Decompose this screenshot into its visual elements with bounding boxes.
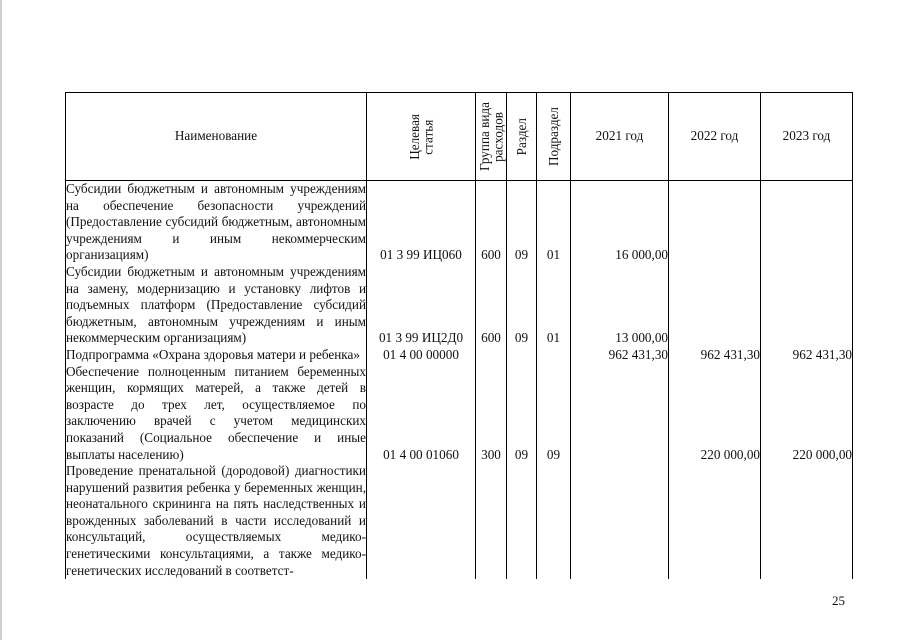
row-expense-group bbox=[476, 347, 507, 364]
row-subsection: 01 bbox=[537, 264, 571, 347]
row-amount-2023 bbox=[761, 463, 853, 579]
row-amount-2021 bbox=[571, 364, 669, 464]
table-row bbox=[66, 347, 853, 364]
header-expense-group: Группа вида расходов bbox=[476, 93, 507, 181]
header-year-2023: 2023 год bbox=[761, 93, 853, 181]
header-subsection: Подраздел bbox=[537, 93, 571, 181]
row-amount-2023 bbox=[761, 264, 853, 347]
row-amount-2021: 16 000,00 bbox=[571, 181, 669, 264]
row-subsection bbox=[537, 347, 571, 364]
row-section: 09 bbox=[507, 364, 537, 464]
header-year-2022: 2022 год bbox=[669, 93, 761, 181]
row-expense-group: 600 bbox=[476, 181, 507, 264]
row-subsection bbox=[537, 463, 571, 579]
row-section bbox=[507, 463, 537, 579]
row-amount-2021: 13 000,00 bbox=[571, 264, 669, 347]
page-number: 25 bbox=[832, 593, 845, 608]
row-amount-2022 bbox=[669, 264, 761, 347]
table-row bbox=[66, 463, 853, 579]
row-subsection: 01 bbox=[537, 181, 571, 264]
row-amount-2023: 220 000,00 bbox=[761, 364, 853, 464]
row-section: 09 bbox=[507, 181, 537, 264]
row-expense-group: 300 bbox=[476, 364, 507, 464]
budget-table bbox=[65, 92, 853, 579]
row-target-code: 01 3 99 ИЦ2Д0 bbox=[367, 264, 476, 347]
row-subsection: 09 bbox=[537, 364, 571, 464]
row-target-code bbox=[367, 463, 476, 579]
row-amount-2023: 962 431,30 bbox=[761, 347, 853, 364]
header-name: Наименование bbox=[66, 93, 367, 181]
page-edge bbox=[0, 0, 2, 640]
row-amount-2022: 962 431,30 bbox=[669, 347, 761, 364]
row-amount-2021 bbox=[571, 463, 669, 579]
row-expense-group bbox=[476, 463, 507, 579]
row-name: Субсидии бюджетным и автономным учреждениям на замену, модернизацию и установку лифтов и подъемных платформ (Предоставление субсидий бюджетным, автономным учреждениям и иным некоммерческим организациям) bbox=[66, 263, 366, 346]
row-amount-2023 bbox=[761, 181, 853, 264]
row-amount-2022 bbox=[669, 181, 761, 264]
row-name: Субсидии бюджетным и автономным учреждениям на обеспечение безопасности учреждений (Предоставление субсидий бюджетным, автономным учреждениям и иным некоммерческим организациям) bbox=[66, 181, 366, 263]
row-target-code: 01 4 00 01060 bbox=[367, 364, 476, 464]
row-name: Обеспечение полноценным питанием беременных женщин, кормящих матерей, а также детей в возрасте до трех лет, осуществляемое по заключению врачей с учетом медицинских показаний (Социальное обеспечение и иные выплаты населению) bbox=[66, 363, 366, 462]
table-row bbox=[66, 364, 853, 464]
table-row bbox=[66, 264, 853, 347]
row-expense-group: 600 bbox=[476, 264, 507, 347]
row-amount-2021: 962 431,30 bbox=[571, 347, 669, 364]
row-section: 09 bbox=[507, 264, 537, 347]
table-row bbox=[66, 181, 853, 264]
row-target-code: 01 3 99 ИЦ060 bbox=[367, 181, 476, 264]
row-name: Проведение пренатальной (дородовой) диагностики нарушений развития ребенка у беременных женщин, неонатального скрининга на пять наследственных и врожденных заболеваний в части исследований и консультаций, осуществляемых медико-генетическими консультациями, а также медико-генетических исследований в соответст- bbox=[66, 463, 366, 578]
row-name: Подпрограмма «Охрана здоровья матери и ребенка» bbox=[66, 347, 367, 364]
row-section bbox=[507, 347, 537, 364]
header-year-2021: 2021 год bbox=[571, 93, 669, 181]
table-header-row bbox=[66, 93, 853, 181]
row-amount-2022: 220 000,00 bbox=[669, 364, 761, 464]
header-section: Раздел bbox=[507, 93, 537, 181]
row-target-code: 01 4 00 00000 bbox=[367, 347, 476, 364]
row-amount-2022 bbox=[669, 463, 761, 579]
header-target-article: Целевая статья bbox=[367, 93, 476, 181]
